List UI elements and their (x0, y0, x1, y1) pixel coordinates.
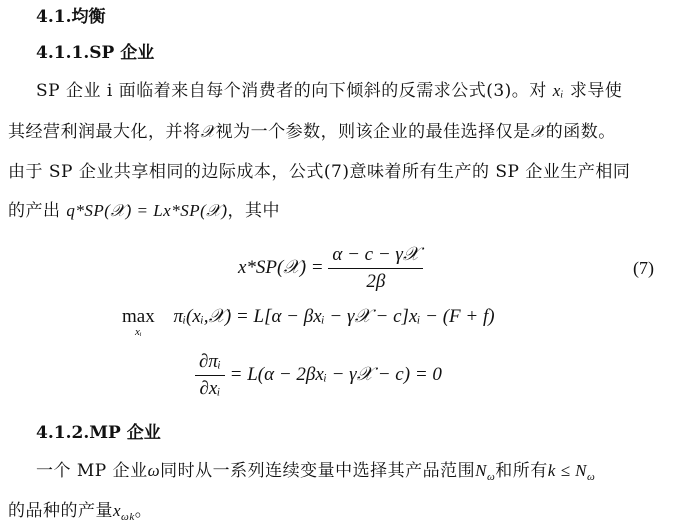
paragraph-line (8, 196, 280, 221)
section-heading: 4.1.均衡 (36, 7, 106, 27)
text-run: SP 企业 i 面临着来自每个消费者的向下倾斜的反需求公式(3)。对 (36, 81, 547, 101)
text-run: 其经营利润最大化，并将 (8, 122, 201, 142)
equation-max (122, 306, 495, 338)
equation-foc (195, 349, 442, 402)
equation-7 (238, 242, 423, 295)
text-run: ，其中 (227, 201, 281, 221)
math-inline: q*SP(𝒳) = Lx*SP(𝒳) (66, 201, 228, 220)
math-subscript: ωk (121, 511, 135, 523)
fraction (328, 242, 423, 295)
fraction-denominator: ∂xᵢ (199, 378, 221, 399)
subsection-heading-mp: 4.1.2.MP 企业 (36, 423, 161, 443)
equation-lhs: x*SP(𝒳) = (238, 256, 324, 278)
text-run: 的品种的产量 (8, 501, 113, 521)
max-operator (122, 306, 155, 338)
paragraph-line (8, 117, 616, 142)
math-var: ω (147, 461, 161, 480)
math-subscript: ω (487, 471, 496, 483)
operator-subscript: xᵢ (135, 326, 142, 338)
math-var: k ≤ N (547, 461, 588, 480)
objective-expression: πᵢ(xᵢ,𝒳) = L[α − βxᵢ − γ𝒳 − c]xᵢ − (F + f) (173, 306, 495, 327)
paragraph-line (36, 456, 595, 483)
text-run: 的产出 (8, 201, 61, 221)
paragraph-line: 由于 SP 企业共享相同的边际成本，公式(7)意味着所有生产的 SP 企业生产相同 (8, 162, 631, 182)
text-run: 的函数。 (545, 122, 616, 142)
text-run: 。 (134, 501, 153, 521)
math-var: 𝒳 (530, 122, 546, 141)
math-var: N (475, 461, 488, 480)
subsection-heading-sp: 4.1.1.SP 企业 (36, 43, 155, 63)
equation-rhs: = L(α − 2βxᵢ − γ𝒳 − c) = 0 (229, 363, 442, 385)
operator-label: max (122, 306, 155, 327)
math-var: xᵢ (552, 81, 564, 100)
fraction-numerator: α − c − γ𝒳 (328, 242, 423, 269)
fraction-denominator: 2β (366, 271, 386, 292)
math-var: 𝒳 (200, 122, 216, 141)
text-run: 求导使 (569, 81, 623, 101)
text-run: 视为一个参数，则该企业的最佳选择仅是 (215, 122, 531, 142)
fraction (195, 349, 225, 402)
text-run: 和所有 (495, 461, 548, 481)
text-run: 一个 MP 企业 (36, 461, 148, 481)
paragraph-line (36, 76, 622, 101)
text-run: 同时从一系列连续变量中选择其产品范围 (160, 461, 476, 481)
fraction-numerator: ∂πᵢ (195, 349, 225, 376)
math-subscript: ω (587, 471, 596, 483)
equation-number: (7) (633, 258, 654, 278)
paragraph-line (8, 496, 152, 523)
math-var: x (113, 501, 122, 520)
